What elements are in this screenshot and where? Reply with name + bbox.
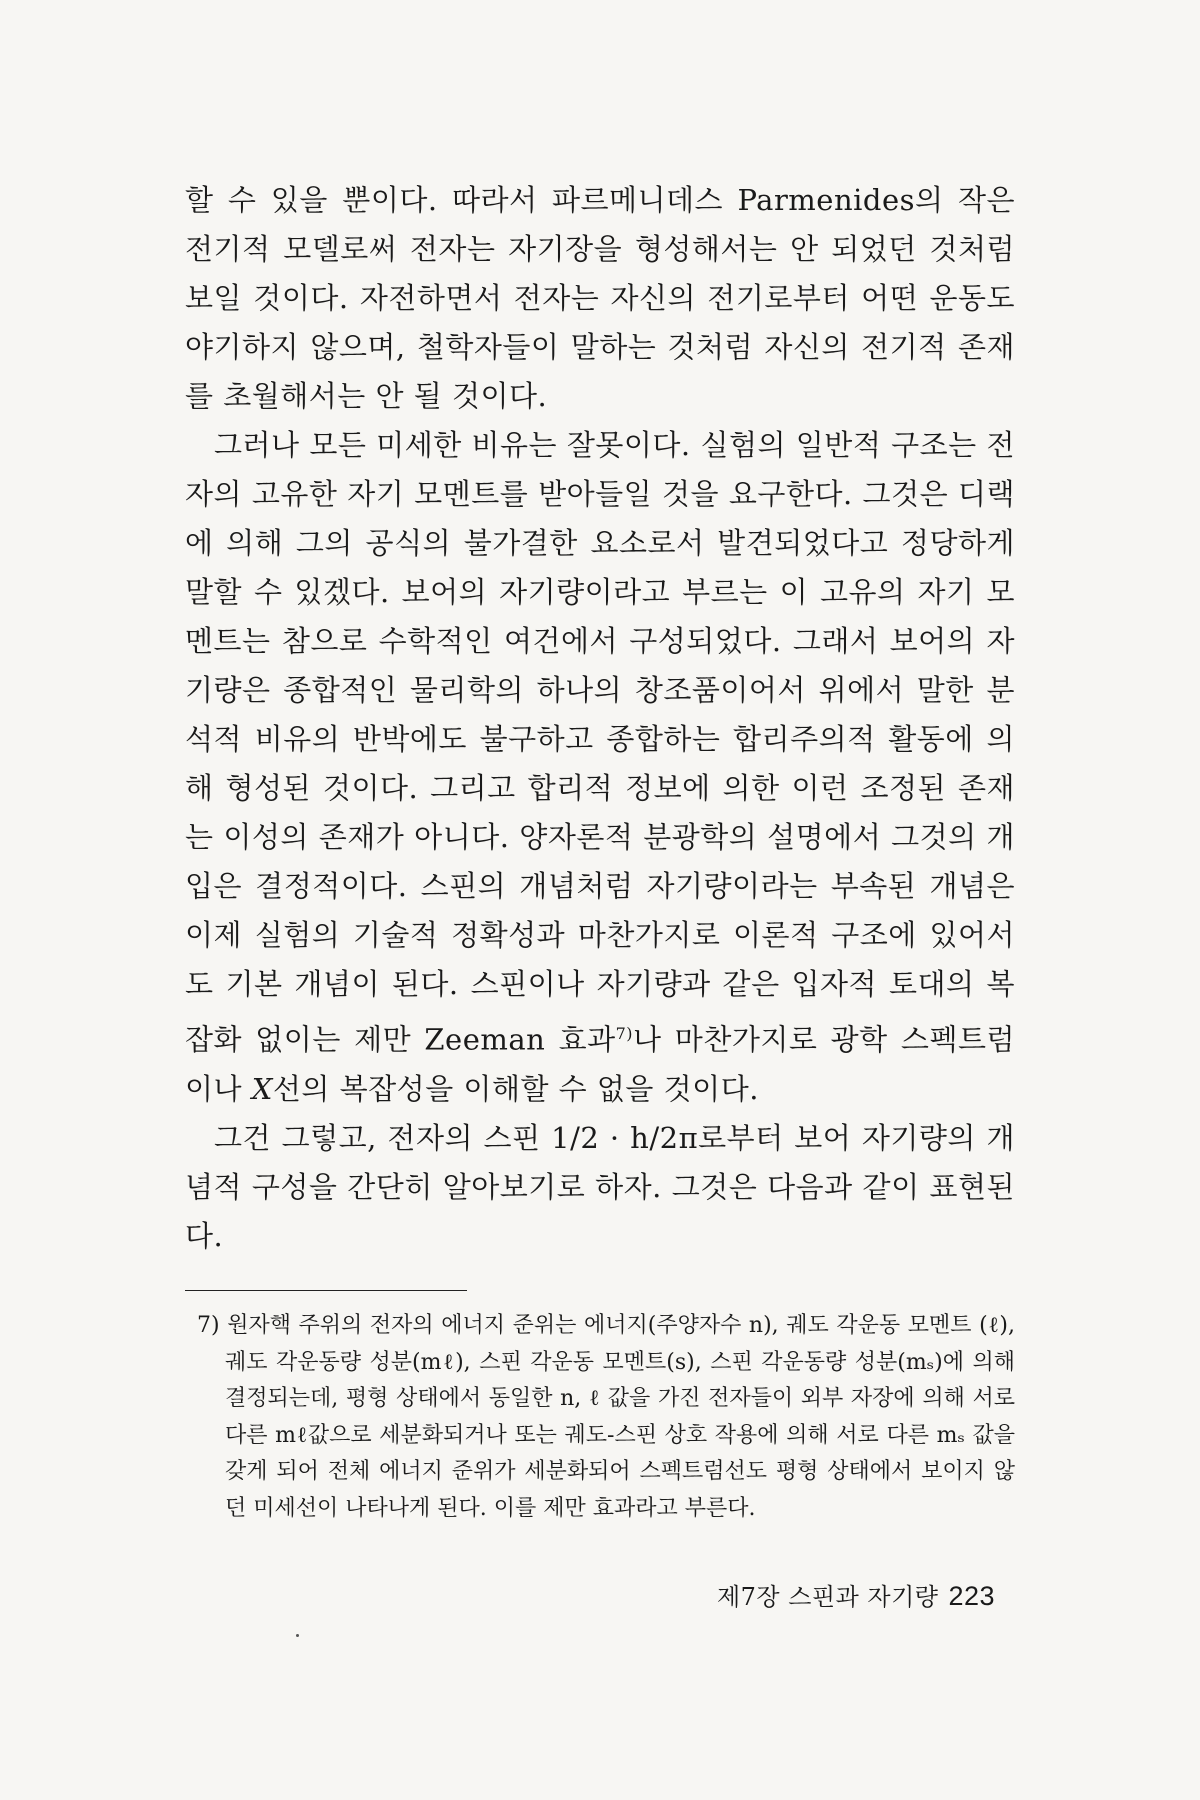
footnote-reference: 7): [615, 1024, 634, 1043]
paragraph-2-text: 그러나 모든 미세한 비유는 잘못이다. 실험의 일반적 구조는 전자의 고유한 자기 모멘트를 받아들일 것을 요구한다. 그것은 디랙에 의해 그의 공식의 불가결한 요소로서 발견되었다고 정당하게 말할 수 있겠다. 보어의 자기량이라고 부르는 이 고유의 자기 모멘트는 참으로 수학적인 여건에서 구성되었다. 그래서 보어의 자기량은 종합적인 물리학의 하나의 창조품이어서 위에서 말한 분석적 비유의 반박에도 불구하고 종합하는 합리주의적 활동에 의해 형성된 것이다. 그리고 합리적 정보에 의한 이런 조정된 존재는 이성의 존재가 아니다. 양자론적 분광학의 설명에서 그것의 개입은 결정적이다. 스핀의 개념처럼 자기량이라는 부속된 개념은 이제 실험의 기술적 정확성과 마찬가지로 이론적 구조에 있어서도 기본 개념이 된다. 스핀이나 자기량과 같은 입자적 토대의 복잡화 없이는 제만 Zeeman 효과: [185, 428, 1015, 1057]
footnote-paragraph: [197, 1308, 1015, 1527]
paragraph-2-continuation: 나 마찬가지로 광학 스펙트럼이나: [185, 1022, 1015, 1106]
paragraph-2: [185, 421, 1015, 1114]
footnote: [197, 1308, 1015, 1527]
page-number: 223: [948, 1581, 995, 1611]
x-ray-symbol: X: [251, 1071, 273, 1106]
chapter-title: 제7장 스핀과 자기량: [716, 1583, 939, 1611]
paragraph-1: 할 수 있을 뿐이다. 따라서 파르메니데스 Parmenides의 작은 전기적 모델로써 전자는 자기장을 형성해서는 안 되었던 것처럼 보일 것이다. 자전하면서 전자는 자신의 전기로부터 어떤 운동도 야기하지 않으며, 철학자들이 말하는 것처럼 자신의 전기적 존재를 초월해서는 안 될 것이다.: [185, 183, 1015, 413]
scan-speck: [296, 1634, 299, 1637]
footnote-text: 원자핵 주위의 전자의 에너지 준위는 에너지(주양자수 n), 궤도 각운동 모멘트 (ℓ), 궤도 각운동량 성분(mℓ), 스핀 각운동 모멘트(s), 스핀 각운동량 성분(mₛ)에 의해 결정되는데, 평형 상태에서 동일한 n, ℓ 값을 가진 전자들이 외부 자장에 의해 서로 다른 mℓ값으로 세분화되거나 또는 궤도-스핀 상호 작용에 의해 서로 다른 mₛ 값을 갖게 되어 전체 에너지 준위가 세분화되어 스펙트럼선도 평형 상태에서 보이지 않던 미세선이 나타나게 된다. 이를 제만 효과라고 부른다.: [225, 1313, 1015, 1521]
footnote-divider: [185, 1290, 467, 1291]
footnote-number: 7): [197, 1313, 220, 1338]
paragraph-2-tail: 선의 복잡성을 이해할 수 없을 것이다.: [272, 1071, 759, 1106]
running-footer: [717, 1577, 995, 1612]
body-text: [185, 176, 1015, 1261]
paragraph-3: 그건 그렇고, 전자의 스핀 1/2 · h/2π로부터 보어 자기량의 개념적 구성을 간단히 알아보기로 하자. 그것은 다음과 같이 표현된다.: [185, 1120, 1015, 1253]
